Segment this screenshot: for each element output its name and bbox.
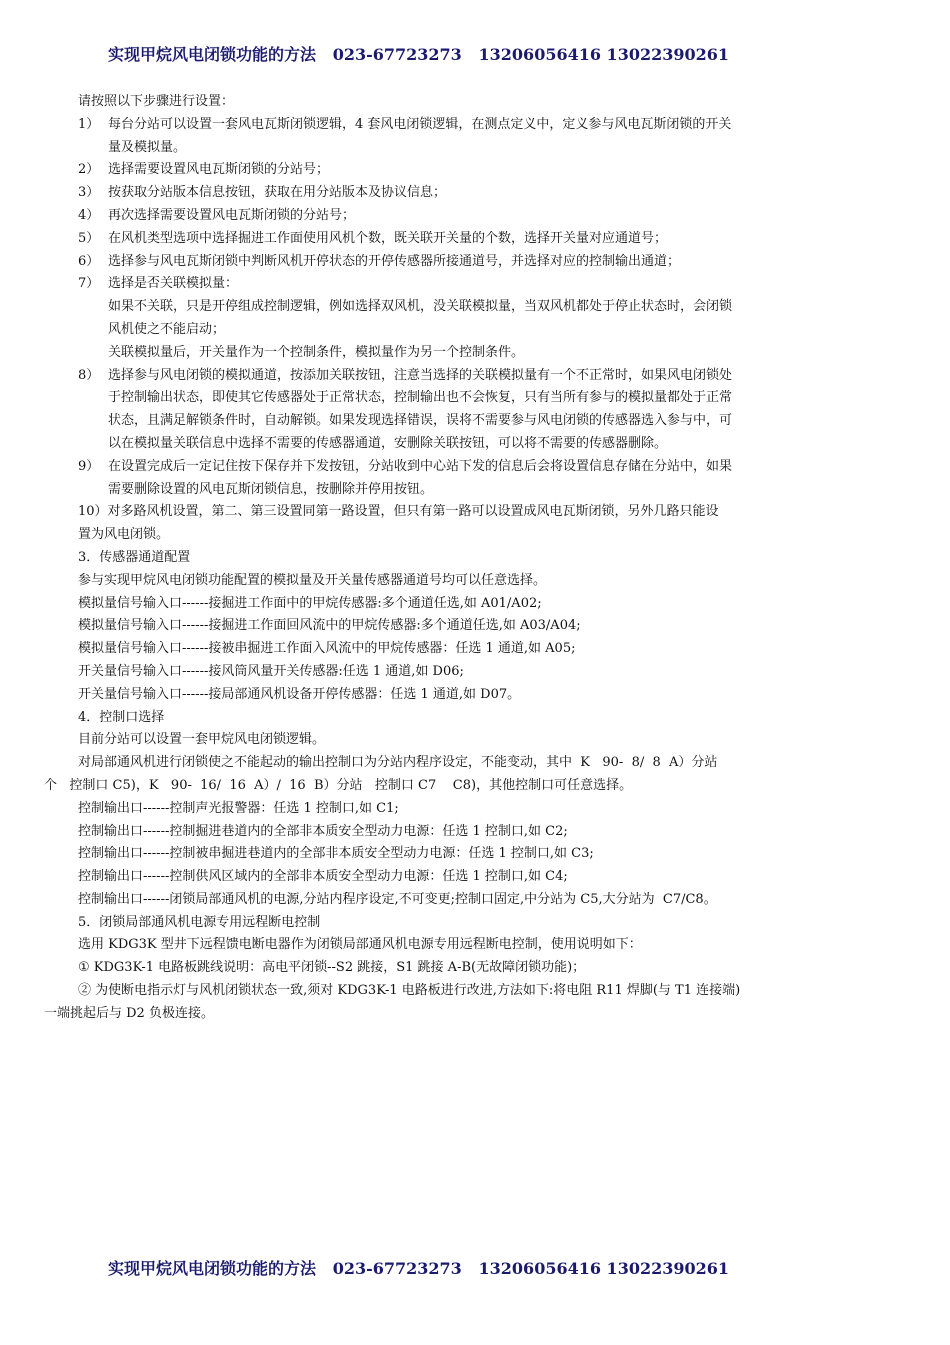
section-4-line: 对局部通风机进行闭锁使之不能起动的输出控制口为分站内程序设定，不能变动，其中 K 90- 8/ 8 A）分站 [78,755,718,771]
section-5-title: 5．闭锁局部通风机电源专用远程断电控制 [78,914,321,930]
step-item [78,251,913,274]
section-5-body [78,934,913,1002]
section-3-line: 模拟量信号输入口------接被串掘进工作面入风流中的甲烷传感器：任选 1 通道,如 A05; [78,641,576,657]
step-number: 5） [78,230,100,246]
section-5-line: ① KDG3K-1 电路板跳线说明：高电平闭锁--S2 跳接，S1 跳接 A-B(无故障闭锁功能)； [78,960,586,976]
control-output-line: 控制输出口------闭锁局部通风机的电源,分站内程序设定,不可变更;控制口固定,中分站为 C5,大分站为 C7/C8。 [78,891,717,907]
step-text-line: 在风机类型选项中选择掘进工作面使用风机个数，既关联开关量的个数，选择开关量对应通道号； [108,230,668,246]
section-3-line: 开关量信号输入口------接风筒风量开关传感器:任选 1 通道,如 D06; [78,663,464,679]
section-3-title: 3．传感器通道配置 [78,549,191,565]
section-5-line: ② 为使断电指示灯与风机闭锁状态一致,须对 KDG3K-1 电路板进行改进,方法如下:将电阻 R11 焊脚(与 T1 连接端) [78,983,741,999]
step-item [78,456,913,502]
steps-list [78,114,913,502]
control-output-line: 控制输出口------控制掘进巷道内的全部非本质安全型动力电源：任选 1 控制口,如 C2; [78,823,568,839]
control-output-line: 控制输出口------控制供风区域内的全部非本质安全型动力电源：任选 1 控制口,如 C4; [78,869,568,885]
step-item [78,159,913,182]
step-number: 7） [78,276,100,292]
step-text-line: 以在模拟量关联信息中选择不需要的传感器通道，安删除关联按钮，可以将不需要的传感器删除。 [108,435,668,451]
page-footer: 实现甲烷风电闭锁功能的方法 023-67723273 13206056416 13022390261 [108,1259,730,1278]
step-number: 8） [78,367,100,383]
document-body [44,91,913,1026]
intro-text: 请按照以下步骤进行设置： [78,94,235,109]
step-number: 9） [78,458,100,474]
page-header: 实现甲烷风电闭锁功能的方法 023-67723273 13206056416 13022390261 [108,45,730,64]
step-10-line: 置为风电闭锁。 [78,527,170,543]
step-item [78,114,913,160]
step-item [78,273,913,364]
step-number: 1） [78,116,100,132]
step-10 [78,501,913,547]
section-4-body [78,729,913,775]
step-text-line: 需要删除设置的风电瓦斯闭锁信息，按删除并停用按钮。 [108,481,434,497]
step-text-line: 每台分站可以设置一套风电瓦斯闭锁逻辑，4 套风电闭锁逻辑，在测点定义中，定义参与风电瓦斯闭锁的开关 [108,116,732,132]
step-number: 3） [78,185,100,201]
step-text-line: 状态，且满足解锁条件时，自动解锁。如果发现选择错误，误将不需要参与风电闭锁的传感器选入参与中，可 [108,413,733,429]
section-3-line: 模拟量信号输入口------接掘进工作面回风流中的甲烷传感器:多个通道任选,如 A03/A04; [78,618,581,634]
step-number: 6） [78,253,100,269]
control-output-line: 控制输出口------控制声光报警器：任选 1 控制口,如 C1; [78,800,399,816]
step-number: 4） [78,207,100,223]
step-text-line: 选择参与风电闭锁的模拟通道，按添加关联按钮，注意当选择的关联模拟量有一个不正常时，如果风电闭锁处 [108,367,733,383]
step-text-line: 风机使之不能启动； [108,321,226,337]
section-3-line: 开关量信号输入口------接局部通风机设备开停传感器：任选 1 通道,如 D07。 [78,686,521,702]
step-item [78,365,913,456]
section-4-line: 目前分站可以设置一套甲烷风电闭锁逻辑。 [78,732,326,748]
step-10-line: 10）对多路风机设置，第二、第三设置同第一路设置，但只有第一路可以设置成风电瓦斯闭锁，另外几路只能设 [78,504,719,520]
step-text-line: 选择需要设置风电瓦斯闭锁的分站号； [108,162,330,178]
section-5-wrap-line: 一端挑起后与 D2 负极连接。 [44,1005,214,1021]
section-4-title: 4．控制口选择 [78,709,165,725]
section-3-line: 模拟量信号输入口------接掘进工作面中的甲烷传感器:多个通道任选,如 A01/A02; [78,595,542,611]
step-item [78,182,913,205]
section-3-body [78,570,913,707]
step-text-line: 选择是否关联模拟量： [108,276,239,292]
section-3-line: 参与实现甲烷风电闭锁功能配置的模拟量及开关量传感器通道号均可以任意选择。 [78,572,547,588]
step-text-line: 选择参与风电瓦斯闭锁中判断风机开停状态的开停传感器所接通道号，并选择对应的控制输出通道； [108,253,681,269]
step-text-line: 如果不关联，只是开停组成控制逻辑，例如选择双风机，没关联模拟量，当双风机都处于停止状态时，会闭锁 [108,299,733,315]
section-4-outputs [78,798,913,912]
step-text-line: 于控制输出状态，即使其它传感器处于正常状态，控制输出也不会恢复，只有当所有参与的模拟量都处于正常 [108,390,733,406]
control-output-line: 控制输出口------控制被串掘进巷道内的全部非本质安全型动力电源：任选 1 控制口,如 C3; [78,846,594,862]
step-item [78,205,913,228]
step-text-line: 在设置完成后一定记住按下保存并下发按钮，分站收到中心站下发的信息后会将设置信息存储在分站中，如果 [108,458,733,474]
section-5-line: 选用 KDG3K 型井下远程馈电断电器作为闭锁局部通风机电源专用远程断电控制，使用说明如下： [78,937,642,953]
step-text-line: 再次选择需要设置风电瓦斯闭锁的分站号； [108,207,356,223]
section-4-wrap-line: 个 控制口 C5)，K 90- 16/ 16 A）/ 16 B）分站 控制口 C7 C8)，其他控制口可任意选择。 [44,777,633,793]
step-text-line: 按获取分站版本信息按钮，获取在用分站版本及协议信息； [108,185,447,201]
step-item [78,228,913,251]
step-text-line: 关联模拟量后，开关量作为一个控制条件，模拟量作为另一个控制条件。 [108,344,525,360]
step-text-line: 量及模拟量。 [108,139,187,155]
step-number: 2） [78,162,100,178]
